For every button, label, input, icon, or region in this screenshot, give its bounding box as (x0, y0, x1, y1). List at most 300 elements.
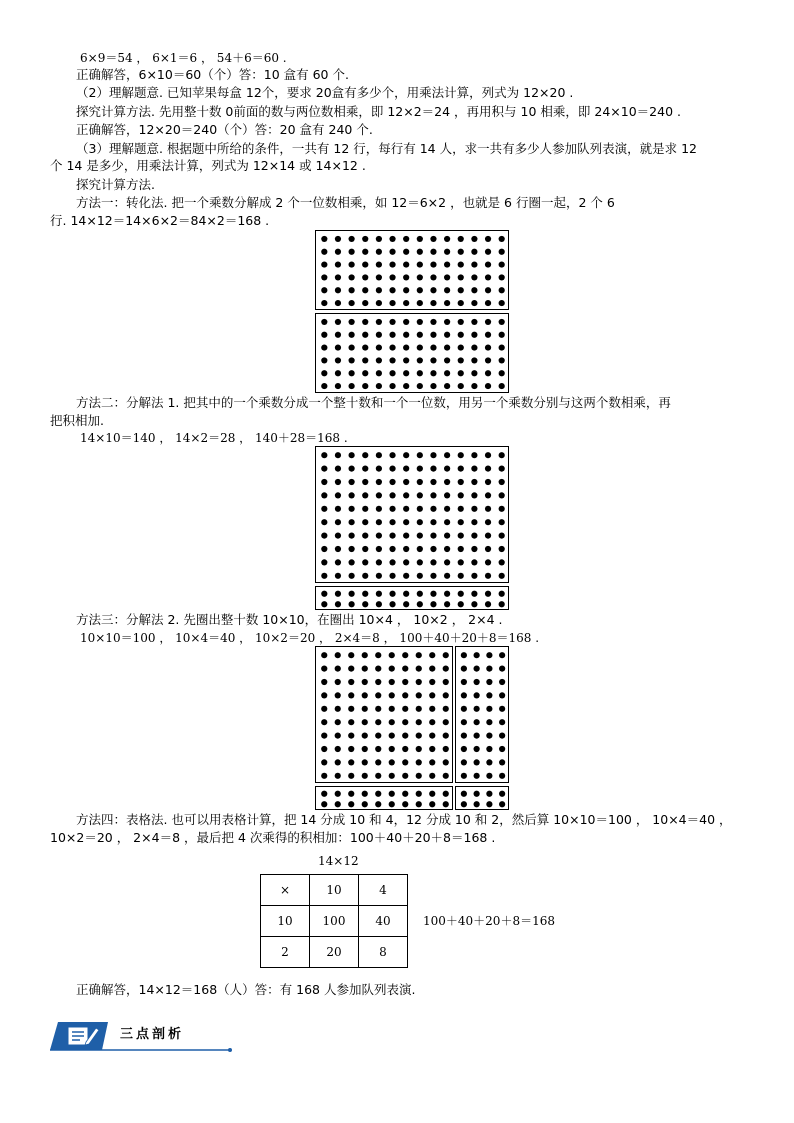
dot (417, 344, 423, 350)
dot (444, 274, 450, 280)
dot (335, 479, 341, 485)
dot (321, 801, 327, 807)
dot (458, 383, 464, 389)
dot (417, 370, 423, 376)
dot (362, 791, 368, 797)
dot (471, 357, 477, 363)
dot (499, 546, 505, 552)
dot (335, 746, 341, 752)
dot (389, 601, 395, 607)
dot (458, 287, 464, 293)
dot (348, 746, 354, 752)
dot (499, 652, 505, 658)
dot (458, 261, 464, 267)
dot (389, 546, 395, 552)
dot-grid (316, 231, 510, 311)
dot (474, 773, 480, 779)
dot (444, 300, 450, 306)
dot (362, 573, 368, 579)
dot (362, 719, 368, 725)
table-cell: 8 (359, 937, 408, 968)
dot (485, 383, 491, 389)
section-banner (50, 1018, 235, 1057)
dot (349, 287, 355, 293)
dot (335, 236, 341, 242)
multiplication-table (260, 874, 408, 968)
dot (389, 319, 395, 325)
table-cell: × (261, 875, 310, 906)
dot (430, 287, 436, 293)
table-cell: 2 (261, 937, 310, 968)
dot (417, 300, 423, 306)
dot (321, 773, 327, 779)
dot (335, 300, 341, 306)
dot (429, 679, 435, 685)
dot (458, 559, 464, 565)
dot (416, 652, 422, 658)
dot (376, 344, 382, 350)
dot (335, 791, 341, 797)
dot (403, 573, 409, 579)
dot (458, 452, 464, 458)
dot (429, 652, 435, 658)
dot (471, 573, 477, 579)
dot (474, 759, 480, 765)
dot (499, 506, 505, 512)
dot (362, 679, 368, 685)
dot (349, 506, 355, 512)
dot (499, 759, 505, 765)
dot (389, 332, 395, 338)
dot-diagram-method1-top (315, 230, 509, 310)
dot (376, 573, 382, 579)
dot-grid (316, 447, 510, 584)
dot (375, 773, 381, 779)
dot (486, 773, 492, 779)
dot (362, 601, 368, 607)
dot (499, 370, 505, 376)
dot (403, 249, 409, 255)
dot (335, 287, 341, 293)
dot (485, 274, 491, 280)
dot (335, 759, 341, 765)
dot (461, 801, 467, 807)
dot (499, 249, 505, 255)
dot (417, 519, 423, 525)
dot (376, 370, 382, 376)
dot (499, 261, 505, 267)
dot (321, 719, 327, 725)
dot (403, 383, 409, 389)
dot (458, 519, 464, 525)
dot (376, 479, 382, 485)
dot (417, 357, 423, 363)
dot (335, 319, 341, 325)
dot (444, 383, 450, 389)
dot (389, 479, 395, 485)
dot (444, 261, 450, 267)
dot-grid (316, 647, 454, 784)
dot (429, 733, 435, 739)
dot (362, 652, 368, 658)
dot (362, 287, 368, 293)
dot (429, 706, 435, 712)
dot (335, 332, 341, 338)
dot (461, 706, 467, 712)
table-caption: 14×12 (318, 854, 359, 868)
dot (349, 573, 355, 579)
dot (349, 546, 355, 552)
dot (321, 236, 327, 242)
dot (389, 652, 395, 658)
dot (416, 719, 422, 725)
dot (389, 357, 395, 363)
dot (389, 452, 395, 458)
dot (499, 733, 505, 739)
dot (471, 236, 477, 242)
dot (417, 492, 423, 498)
dot (417, 533, 423, 539)
dot (362, 492, 368, 498)
dot (375, 719, 381, 725)
dot (499, 719, 505, 725)
dot-diagram-method3-2x4 (455, 786, 509, 810)
dot (362, 666, 368, 672)
dot (403, 479, 409, 485)
dot (417, 573, 423, 579)
dot (376, 274, 382, 280)
dot (321, 370, 327, 376)
dot (417, 249, 423, 255)
dot (321, 492, 327, 498)
dot (321, 357, 327, 363)
dot (389, 679, 395, 685)
dot (375, 692, 381, 698)
dot (458, 466, 464, 472)
dot (389, 573, 395, 579)
dot (485, 357, 491, 363)
dot (349, 452, 355, 458)
dot (349, 492, 355, 498)
dot (335, 533, 341, 539)
dot (429, 746, 435, 752)
dot (389, 300, 395, 306)
dot (335, 274, 341, 280)
dot (499, 466, 505, 472)
dot (389, 492, 395, 498)
dot (321, 261, 327, 267)
dot (444, 466, 450, 472)
dot (485, 319, 491, 325)
dot (403, 261, 409, 267)
dot (443, 719, 449, 725)
dot (485, 559, 491, 565)
dot (335, 679, 341, 685)
dot (389, 236, 395, 242)
dot (417, 546, 423, 552)
dot (485, 452, 491, 458)
dot (403, 332, 409, 338)
dot (403, 274, 409, 280)
dot (375, 706, 381, 712)
dot (461, 733, 467, 739)
dot (402, 791, 408, 797)
dot (430, 573, 436, 579)
dot (335, 383, 341, 389)
dot-diagram-method3-10x4 (455, 646, 509, 783)
dot (376, 559, 382, 565)
dot (458, 591, 464, 597)
dot (376, 383, 382, 389)
dot (474, 791, 480, 797)
dot (321, 287, 327, 293)
line-9: 方法一：转化法. 把一个乘数分解成 2 个一位数相乘，如 12＝6×2 ，也就是 6 行圈一起，2 个 6 (76, 195, 615, 210)
dot (321, 249, 327, 255)
dot (458, 332, 464, 338)
dot (485, 533, 491, 539)
dot (499, 492, 505, 498)
dot (321, 519, 327, 525)
dot (485, 492, 491, 498)
dot (429, 666, 435, 672)
dot (429, 759, 435, 765)
dot (362, 332, 368, 338)
dot (417, 601, 423, 607)
dot (348, 666, 354, 672)
line-11: 方法二：分解法 1. 把其中的一个乘数分成一个整十数和一个一位数，用另一个乘数分别与这两个数相乘，再 (76, 395, 671, 410)
dot (429, 692, 435, 698)
dot (335, 591, 341, 597)
dot-diagram-method3-2x10 (315, 786, 453, 810)
dot (471, 506, 477, 512)
dot (376, 492, 382, 498)
line-18: 正确解答，14×12＝168（人）答：有 168 人参加队列表演. (76, 982, 416, 997)
dot (485, 249, 491, 255)
dot (458, 506, 464, 512)
dot (458, 370, 464, 376)
dot (389, 706, 395, 712)
dot (443, 791, 449, 797)
dot (417, 506, 423, 512)
line-3: （2）理解题意. 已知苹果每盒 12个，要求 20盒有多少个，用乘法计算，列式为 12×20 . (76, 85, 574, 100)
dot (403, 452, 409, 458)
dot (348, 801, 354, 807)
dot (458, 546, 464, 552)
dot (443, 692, 449, 698)
line-16: 方法四：表格法. 也可以用表格计算，把 14 分成 10 和 4，12 分成 10 和 2，然后算 10×10＝100 ， 10×4＝40 ， (76, 812, 732, 827)
dot (499, 773, 505, 779)
dot (403, 492, 409, 498)
dot (474, 666, 480, 672)
dot (376, 287, 382, 293)
dot (321, 666, 327, 672)
dot (403, 601, 409, 607)
dot (485, 479, 491, 485)
dot (389, 759, 395, 765)
dot (349, 344, 355, 350)
dot (430, 383, 436, 389)
dot (362, 274, 368, 280)
dot (376, 519, 382, 525)
dot (485, 591, 491, 597)
dot (417, 261, 423, 267)
dot (321, 601, 327, 607)
dot (471, 479, 477, 485)
dot (403, 466, 409, 472)
dot (349, 370, 355, 376)
dot (461, 773, 467, 779)
dot (389, 733, 395, 739)
dot (444, 479, 450, 485)
dot (335, 370, 341, 376)
dot (471, 546, 477, 552)
dot (349, 261, 355, 267)
dot (389, 506, 395, 512)
dot (362, 383, 368, 389)
dot (389, 466, 395, 472)
dot (430, 492, 436, 498)
dot (335, 773, 341, 779)
dot (474, 679, 480, 685)
dot (444, 357, 450, 363)
dot (443, 679, 449, 685)
line-8: 探究计算方法. (76, 177, 155, 192)
dot (389, 261, 395, 267)
dot (376, 249, 382, 255)
dot (474, 719, 480, 725)
dot (444, 506, 450, 512)
dot (349, 383, 355, 389)
dot (389, 791, 395, 797)
dot (349, 591, 355, 597)
dot (458, 344, 464, 350)
dot (471, 533, 477, 539)
dot (485, 370, 491, 376)
dot (349, 533, 355, 539)
dot (416, 773, 422, 779)
dot (389, 519, 395, 525)
dot (444, 573, 450, 579)
line-4: 探究计算方法. 先用整十数 0前面的数与两位数相乘，即 12×2＝24 ，再用积与 10 相乘，即 24×10＝240 . (76, 104, 681, 119)
dot (349, 357, 355, 363)
dot (474, 706, 480, 712)
dot (362, 370, 368, 376)
dot (471, 344, 477, 350)
dot (430, 506, 436, 512)
dot (486, 652, 492, 658)
dot (444, 332, 450, 338)
dot-diagram-method1-bottom (315, 313, 509, 393)
dot (458, 601, 464, 607)
dot (485, 300, 491, 306)
dot (376, 506, 382, 512)
dot (499, 274, 505, 280)
dot (362, 759, 368, 765)
dot (376, 236, 382, 242)
dot (348, 706, 354, 712)
dot (417, 332, 423, 338)
dot-grid (456, 787, 510, 811)
dot (389, 383, 395, 389)
dot (362, 546, 368, 552)
dot (335, 666, 341, 672)
dot (362, 506, 368, 512)
dot (362, 773, 368, 779)
dot (349, 236, 355, 242)
dot (474, 652, 480, 658)
dot-diagram-method2-main (315, 446, 509, 583)
dot (335, 344, 341, 350)
dot (430, 357, 436, 363)
dot (443, 652, 449, 658)
dot (486, 733, 492, 739)
dot (321, 652, 327, 658)
dot (417, 559, 423, 565)
dot (376, 546, 382, 552)
dot (348, 733, 354, 739)
dot (499, 519, 505, 525)
dot (485, 601, 491, 607)
dot (389, 719, 395, 725)
dot (444, 546, 450, 552)
dot (499, 383, 505, 389)
dot (389, 692, 395, 698)
dot (499, 666, 505, 672)
dot (485, 332, 491, 338)
dot (430, 559, 436, 565)
dot (402, 801, 408, 807)
dot-grid (316, 587, 510, 611)
dot (443, 666, 449, 672)
dot (499, 479, 505, 485)
dot (403, 300, 409, 306)
dot (444, 287, 450, 293)
dot (348, 791, 354, 797)
dot (430, 344, 436, 350)
dot (416, 801, 422, 807)
dot (471, 370, 477, 376)
dot (335, 452, 341, 458)
dot (335, 559, 341, 565)
dot (444, 319, 450, 325)
dot (430, 466, 436, 472)
dot (376, 591, 382, 597)
dot (499, 692, 505, 698)
dot (335, 719, 341, 725)
dot (321, 479, 327, 485)
dot (458, 249, 464, 255)
dot (444, 492, 450, 498)
dot (335, 492, 341, 498)
dot (485, 519, 491, 525)
dot (321, 759, 327, 765)
dot (335, 573, 341, 579)
dot (444, 601, 450, 607)
dot (362, 746, 368, 752)
dot (486, 692, 492, 698)
dot (417, 479, 423, 485)
dot (335, 546, 341, 552)
dot (430, 300, 436, 306)
table-row (261, 875, 408, 906)
dot (321, 533, 327, 539)
dot (335, 801, 341, 807)
dot (471, 261, 477, 267)
dot (321, 506, 327, 512)
dot (429, 773, 435, 779)
dot (430, 452, 436, 458)
dot (376, 300, 382, 306)
